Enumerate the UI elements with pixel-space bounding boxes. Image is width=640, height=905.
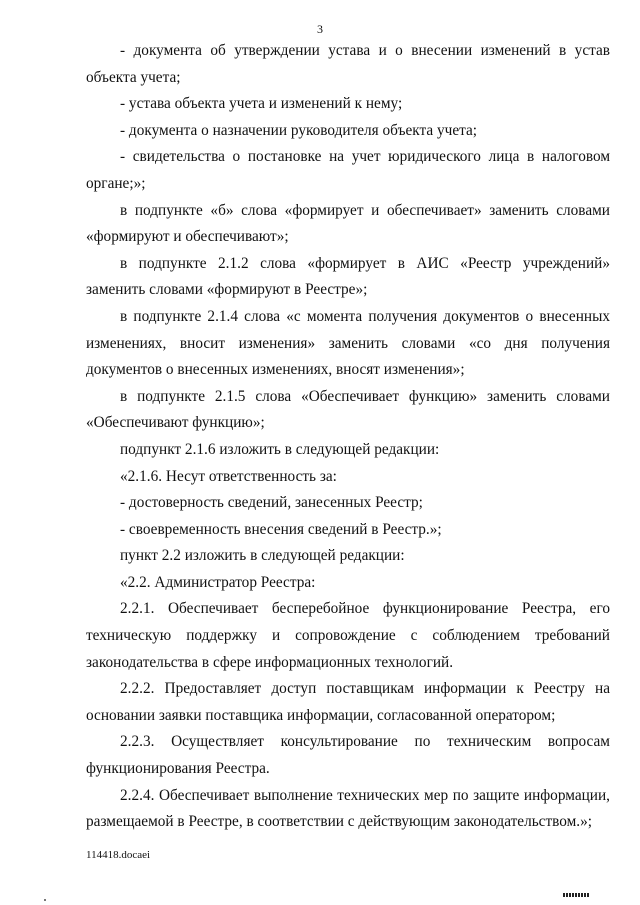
page-number: 3 [317, 22, 323, 36]
paragraph-2: - устава объекта учета и изменений к нему; [120, 95, 403, 113]
paragraph-6: в подпункте 2.1.2 слова «формирует в АИС «Реестр учреждений» заменить словами «формируют в Реестре»; [86, 254, 610, 299]
document-body [86, 38, 610, 836]
paragraph-1: - документа об утверждении устава и о внесении изменений в устав объекта учета; [86, 42, 610, 86]
paragraph-8: в подпункте 2.1.5 слова «Обеспечивает функцию» заменить словами «Обеспечивают функцию»; [86, 387, 610, 432]
paragraph-5: в подпункте «б» слова «формирует и обеспечивает» заменить словами «формируют и обеспечивают»; [86, 201, 610, 246]
scan-dot [44, 899, 46, 901]
footer-filename: 114418.docaei [86, 849, 151, 861]
paragraph-4: - свидетельства о постановке на учет юридического лица в налоговом органе;»; [86, 148, 610, 192]
paragraph-11: - достоверность сведений, занесенных Реестр; [120, 494, 423, 512]
paragraph-9: подпункт 2.1.6 изложить в следующей редакции: [120, 440, 440, 458]
paragraph-17: 2.2.3. Осуществляет консультирование по техническим вопросам функционирования Реестра. [86, 733, 610, 778]
paragraph-13: пункт 2.2 изложить в следующей редакции: [120, 547, 405, 565]
paragraph-15: 2.2.1. Обеспечивает бесперебойное функционирование Реестра, его техническую поддержку и сопровождение с соблюдением требований законодательства в сфере информационных технологий. [86, 600, 610, 671]
paragraph-7: в подпункте 2.1.4 слова «с момента получения документов о внесенных изменениях, вносит изменения» заменить словами «со дня получения документов о внесенных изменениях, вносят изменения»; [86, 307, 610, 379]
paragraph-18: 2.2.4. Обеспечивает выполнение технических мер по защите информации, размещаемой в Реестре, в соответствии с действующим законодательством.»; [86, 786, 610, 831]
paragraph-16: 2.2.2. Предоставляет доступ поставщикам информации к Реестру на основании заявки поставщика информации, согласованной оператором; [86, 680, 610, 724]
paragraph-14: «2.2. Администратор Реестра: [120, 573, 316, 591]
scan-marker [563, 893, 589, 897]
paragraph-10: «2.1.6. Несут ответственность за: [120, 467, 337, 485]
paragraph-12: - своевременность внесения сведений в Реестр.»; [120, 520, 442, 538]
paragraph-3: - документа о назначении руководителя объекта учета; [120, 121, 478, 139]
